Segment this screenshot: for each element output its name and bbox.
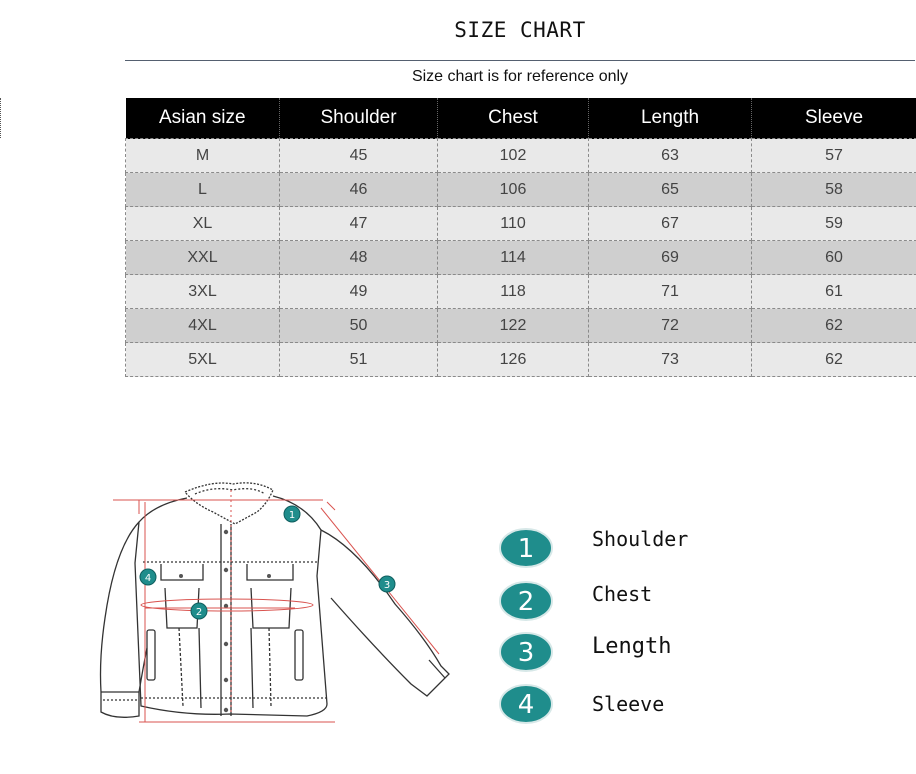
diagram-marker-1 xyxy=(284,506,300,522)
legend-label-length: Length xyxy=(592,634,672,659)
cell-chest: 102 xyxy=(438,139,589,173)
jacket-measurement-diagram xyxy=(95,478,460,733)
badge-1-icon xyxy=(498,527,554,569)
svg-text:2: 2 xyxy=(517,587,535,617)
measurement-lines xyxy=(113,490,439,722)
cell-length: 63 xyxy=(589,139,752,173)
cell-sleeve: 60 xyxy=(752,241,916,275)
badge-3-icon xyxy=(498,631,554,673)
cell-sleeve: 58 xyxy=(752,173,916,207)
cell-shoulder: 49 xyxy=(280,275,438,309)
cell-size: M xyxy=(126,139,280,173)
cell-chest: 110 xyxy=(438,207,589,241)
cell-chest: 106 xyxy=(438,173,589,207)
svg-text:3: 3 xyxy=(517,638,535,668)
table-row xyxy=(126,343,916,377)
cell-length: 69 xyxy=(589,241,752,275)
cell-shoulder: 51 xyxy=(280,343,438,377)
title-divider xyxy=(125,60,915,61)
diagram-marker-4 xyxy=(140,569,156,585)
cell-chest: 114 xyxy=(438,241,589,275)
legend-label-shoulder: Shoulder xyxy=(592,527,689,551)
badge-2-icon xyxy=(498,580,554,622)
cell-size: 5XL xyxy=(126,343,280,377)
jacket-buttons xyxy=(179,530,271,712)
cell-size: 4XL xyxy=(126,309,280,343)
diagram-marker-2 xyxy=(191,603,207,619)
legend-label-chest: Chest xyxy=(592,582,653,606)
svg-text:2: 2 xyxy=(195,607,203,618)
cell-sleeve: 57 xyxy=(752,139,916,173)
cell-length: 73 xyxy=(589,343,752,377)
svg-text:4: 4 xyxy=(144,573,152,584)
table-row xyxy=(126,207,916,241)
table-header-row xyxy=(126,98,916,139)
cell-length: 65 xyxy=(589,173,752,207)
diagram-marker-3 xyxy=(379,576,395,592)
cell-shoulder: 47 xyxy=(280,207,438,241)
cell-size: XL xyxy=(126,207,280,241)
cell-sleeve: 62 xyxy=(752,343,916,377)
reference-note: Size chart is for reference only xyxy=(411,68,629,85)
table-row xyxy=(126,173,916,207)
svg-text:1: 1 xyxy=(288,510,296,521)
cell-length: 72 xyxy=(589,309,752,343)
header-chest: Chest xyxy=(438,98,589,139)
cell-size: XXL xyxy=(126,241,280,275)
cell-size: 3XL xyxy=(126,275,280,309)
table-row xyxy=(126,241,916,275)
cell-sleeve: 61 xyxy=(752,275,916,309)
badge-4-icon xyxy=(498,683,554,725)
cell-chest: 122 xyxy=(438,309,589,343)
cell-sleeve: 59 xyxy=(752,207,916,241)
cell-length: 71 xyxy=(589,275,752,309)
size-table xyxy=(125,98,916,377)
page-title: SIZE CHART xyxy=(454,18,586,42)
cell-shoulder: 50 xyxy=(280,309,438,343)
left-edge-marker xyxy=(0,98,3,138)
cell-shoulder: 45 xyxy=(280,139,438,173)
table-row xyxy=(126,139,916,173)
header-shoulder: Shoulder xyxy=(280,98,438,139)
cell-size: L xyxy=(126,173,280,207)
cell-chest: 118 xyxy=(438,275,589,309)
cell-chest: 126 xyxy=(438,343,589,377)
legend-label-sleeve: Sleeve xyxy=(592,692,665,716)
cell-sleeve: 62 xyxy=(752,309,916,343)
table-row xyxy=(126,309,916,343)
cell-shoulder: 48 xyxy=(280,241,438,275)
header-asian-size: Asian size xyxy=(126,98,280,139)
cell-length: 67 xyxy=(589,207,752,241)
header-length: Length xyxy=(589,98,752,139)
table-row xyxy=(126,275,916,309)
header-sleeve: Sleeve xyxy=(752,98,916,139)
svg-text:4: 4 xyxy=(517,690,535,720)
svg-text:1: 1 xyxy=(517,534,535,564)
cell-shoulder: 46 xyxy=(280,173,438,207)
svg-text:3: 3 xyxy=(383,580,391,591)
